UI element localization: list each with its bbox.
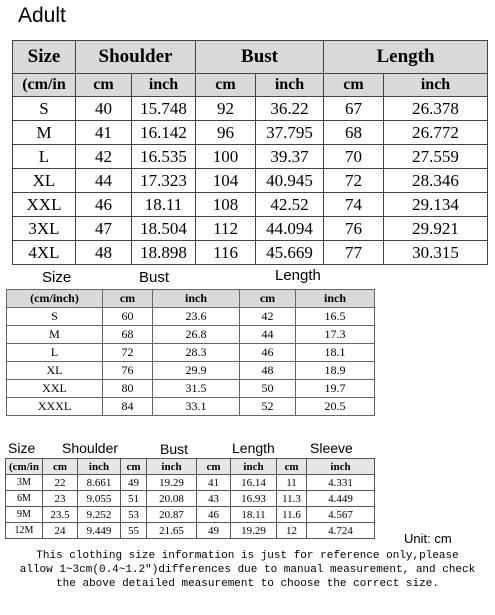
adult-heading: Adult bbox=[18, 4, 66, 27]
t2-value-cell: 33.1 bbox=[153, 398, 240, 416]
t3-value-cell: 9.252 bbox=[78, 507, 121, 523]
t3-subheader-1: cm bbox=[43, 459, 78, 475]
table-row bbox=[7, 344, 375, 362]
t1-value-cell: 27.559 bbox=[384, 145, 488, 169]
t3-value-cell: 4.724 bbox=[307, 523, 375, 539]
t1-header-size: Size bbox=[13, 41, 76, 74]
t3-value-cell: 19.29 bbox=[147, 475, 197, 491]
t3-size-cell: 3M bbox=[6, 475, 43, 491]
t3-value-cell: 46 bbox=[197, 507, 231, 523]
t1-value-cell: 41 bbox=[76, 121, 132, 145]
t2-value-cell: 80 bbox=[103, 380, 153, 398]
t1-value-cell: 17.323 bbox=[132, 169, 196, 193]
t1-value-cell: 18.898 bbox=[132, 241, 196, 265]
t1-value-cell: 77 bbox=[324, 241, 384, 265]
t2-value-cell: 46 bbox=[240, 344, 296, 362]
t2-subheader-0: (cm/inch) bbox=[7, 290, 103, 308]
t1-value-cell: 15.748 bbox=[132, 97, 196, 121]
table-row bbox=[13, 241, 488, 265]
t3-value-cell: 8.661 bbox=[78, 475, 121, 491]
t1-value-cell: 96 bbox=[196, 121, 256, 145]
t1-value-cell: 29.921 bbox=[384, 217, 488, 241]
table-row bbox=[6, 475, 375, 491]
table-row bbox=[13, 169, 488, 193]
t1-value-cell: 46 bbox=[76, 193, 132, 217]
note-line-3: the above detailed measurement to choose the correct size. bbox=[56, 578, 439, 590]
t2-subheader-2: inch bbox=[153, 290, 240, 308]
t2-value-cell: 23.6 bbox=[153, 308, 240, 326]
t2-value-cell: 84 bbox=[103, 398, 153, 416]
t1-size-cell: 4XL bbox=[13, 241, 76, 265]
t2-label-size: Size bbox=[42, 269, 72, 286]
t1-value-cell: 44 bbox=[76, 169, 132, 193]
t3-value-cell: 23.5 bbox=[43, 507, 78, 523]
t1-value-cell: 74 bbox=[324, 193, 384, 217]
t2-value-cell: 50 bbox=[240, 380, 296, 398]
t3-value-cell: 19.29 bbox=[231, 523, 277, 539]
t3-value-cell: 24 bbox=[43, 523, 78, 539]
t1-value-cell: 39.37 bbox=[256, 145, 324, 169]
t2-subheader-3: cm bbox=[240, 290, 296, 308]
t1-subheader-6: inch bbox=[384, 74, 488, 97]
note-line-1: This clothing size information is just for reference only,please bbox=[36, 550, 459, 562]
table-row bbox=[13, 217, 488, 241]
t3-value-cell: 21.65 bbox=[147, 523, 197, 539]
t2-value-cell: 42 bbox=[240, 308, 296, 326]
t3-value-cell: 11.6 bbox=[277, 507, 307, 523]
t3-value-cell: 4.331 bbox=[307, 475, 375, 491]
t1-value-cell: 48 bbox=[76, 241, 132, 265]
t2-value-cell: 68 bbox=[103, 326, 153, 344]
t1-subheader-0: (cm/in bbox=[13, 74, 76, 97]
t2-value-cell: 31.5 bbox=[153, 380, 240, 398]
t3-value-cell: 49 bbox=[197, 523, 231, 539]
t3-label-size: Size bbox=[8, 440, 36, 456]
t2-value-cell: 52 bbox=[240, 398, 296, 416]
t1-value-cell: 104 bbox=[196, 169, 256, 193]
t3-subheader-8: inch bbox=[307, 459, 375, 475]
t2-value-cell: 18.1 bbox=[296, 344, 375, 362]
t1-header-bust: Bust bbox=[196, 41, 324, 74]
t1-value-cell: 72 bbox=[324, 169, 384, 193]
t3-size-cell: 6M bbox=[6, 491, 43, 507]
t1-size-cell: L bbox=[13, 145, 76, 169]
t1-header-shoulder: Shoulder bbox=[76, 41, 196, 74]
t3-value-cell: 53 bbox=[121, 507, 147, 523]
t3-value-cell: 41 bbox=[197, 475, 231, 491]
unit-label: Unit: cm bbox=[404, 531, 452, 546]
t3-value-cell: 4.449 bbox=[307, 491, 375, 507]
t2-value-cell: 29.9 bbox=[153, 362, 240, 380]
t2-value-cell: 16.5 bbox=[296, 308, 375, 326]
t3-label-length: Length bbox=[232, 440, 275, 456]
t1-value-cell: 42.52 bbox=[256, 193, 324, 217]
t1-value-cell: 40.945 bbox=[256, 169, 324, 193]
t1-value-cell: 70 bbox=[324, 145, 384, 169]
t1-value-cell: 44.094 bbox=[256, 217, 324, 241]
t1-value-cell: 68 bbox=[324, 121, 384, 145]
t3-subheader-2: inch bbox=[78, 459, 121, 475]
t1-size-cell: XL bbox=[13, 169, 76, 193]
t3-value-cell: 20.87 bbox=[147, 507, 197, 523]
t2-label-length: Length bbox=[275, 267, 321, 284]
t3-value-cell: 49 bbox=[121, 475, 147, 491]
table-row bbox=[13, 121, 488, 145]
t1-subheader-3: cm bbox=[196, 74, 256, 97]
table-row bbox=[7, 362, 375, 380]
table-row bbox=[6, 507, 375, 523]
table-row bbox=[13, 145, 488, 169]
t3-value-cell: 23 bbox=[43, 491, 78, 507]
t1-subheader-5: cm bbox=[324, 74, 384, 97]
t3-subheader-7: cm bbox=[277, 459, 307, 475]
t2-value-cell: 48 bbox=[240, 362, 296, 380]
table-row bbox=[7, 380, 375, 398]
t1-size-cell: S bbox=[13, 97, 76, 121]
table-row bbox=[7, 308, 375, 326]
t2-value-cell: 19.7 bbox=[296, 380, 375, 398]
t1-size-cell: M bbox=[13, 121, 76, 145]
t3-subheader-4: inch bbox=[147, 459, 197, 475]
t1-value-cell: 26.378 bbox=[384, 97, 488, 121]
t2-label-bust: Bust bbox=[139, 269, 170, 286]
t3-label-sleeve: Sleeve bbox=[310, 440, 353, 456]
t3-value-cell: 20.08 bbox=[147, 491, 197, 507]
t2-size-cell: XXXL bbox=[7, 398, 103, 416]
t1-subheader-4: inch bbox=[256, 74, 324, 97]
t1-value-cell: 29.134 bbox=[384, 193, 488, 217]
t3-value-cell: 4.567 bbox=[307, 507, 375, 523]
t2-value-cell: 20.5 bbox=[296, 398, 375, 416]
t3-label-bust: Bust bbox=[160, 441, 189, 457]
t1-size-cell: 3XL bbox=[13, 217, 76, 241]
table-row bbox=[7, 326, 375, 344]
t3-value-cell: 16.14 bbox=[231, 475, 277, 491]
t2-value-cell: 28.3 bbox=[153, 344, 240, 362]
table-row bbox=[13, 193, 488, 217]
t3-value-cell: 16.93 bbox=[231, 491, 277, 507]
t3-subheader-0: (cm/in bbox=[6, 459, 43, 475]
t1-value-cell: 112 bbox=[196, 217, 256, 241]
t2-value-cell: 60 bbox=[103, 308, 153, 326]
adult-size-table bbox=[12, 40, 488, 265]
t2-subheader-1: cm bbox=[103, 290, 153, 308]
t1-value-cell: 100 bbox=[196, 145, 256, 169]
t1-value-cell: 30.315 bbox=[384, 241, 488, 265]
t3-value-cell: 12 bbox=[277, 523, 307, 539]
t1-value-cell: 40 bbox=[76, 97, 132, 121]
t1-value-cell: 18.11 bbox=[132, 193, 196, 217]
t1-value-cell: 92 bbox=[196, 97, 256, 121]
t1-value-cell: 36.22 bbox=[256, 97, 324, 121]
t2-value-cell: 17.3 bbox=[296, 326, 375, 344]
t1-value-cell: 16.142 bbox=[132, 121, 196, 145]
table-row bbox=[13, 97, 488, 121]
t1-subheader-2: inch bbox=[132, 74, 196, 97]
t1-size-cell: XXL bbox=[13, 193, 76, 217]
t3-value-cell: 55 bbox=[121, 523, 147, 539]
t1-value-cell: 26.772 bbox=[384, 121, 488, 145]
t2-size-cell: XXL bbox=[7, 380, 103, 398]
t3-value-cell: 9.449 bbox=[78, 523, 121, 539]
t2-value-cell: 26.8 bbox=[153, 326, 240, 344]
t3-size-cell: 12M bbox=[6, 523, 43, 539]
kids-size-table bbox=[5, 458, 375, 539]
t1-value-cell: 76 bbox=[324, 217, 384, 241]
t1-value-cell: 67 bbox=[324, 97, 384, 121]
t2-value-cell: 44 bbox=[240, 326, 296, 344]
table-row bbox=[6, 523, 375, 539]
t2-value-cell: 72 bbox=[103, 344, 153, 362]
t1-header-length: Length bbox=[324, 41, 488, 74]
t1-value-cell: 45.669 bbox=[256, 241, 324, 265]
t2-size-cell: L bbox=[7, 344, 103, 362]
t1-value-cell: 16.535 bbox=[132, 145, 196, 169]
t3-subheader-5: cm bbox=[197, 459, 231, 475]
t3-subheader-6: inch bbox=[231, 459, 277, 475]
t2-subheader-4: inch bbox=[296, 290, 375, 308]
table-row bbox=[7, 398, 375, 416]
t2-value-cell: 18.9 bbox=[296, 362, 375, 380]
note-line-2: allow 1~3cm(0.4~1.2")differences due to manual measurement, and check bbox=[19, 564, 476, 576]
t3-value-cell: 22 bbox=[43, 475, 78, 491]
t1-value-cell: 108 bbox=[196, 193, 256, 217]
table-row bbox=[6, 491, 375, 507]
t2-size-cell: S bbox=[7, 308, 103, 326]
t2-size-cell: XL bbox=[7, 362, 103, 380]
t3-value-cell: 11.3 bbox=[277, 491, 307, 507]
t3-subheader-3: cm bbox=[121, 459, 147, 475]
t3-value-cell: 51 bbox=[121, 491, 147, 507]
t1-value-cell: 28.346 bbox=[384, 169, 488, 193]
t3-label-shoulder: Shoulder bbox=[62, 440, 119, 456]
t3-value-cell: 43 bbox=[197, 491, 231, 507]
t2-size-cell: M bbox=[7, 326, 103, 344]
t3-size-cell: 9M bbox=[6, 507, 43, 523]
t1-value-cell: 47 bbox=[76, 217, 132, 241]
t3-value-cell: 18.11 bbox=[231, 507, 277, 523]
t1-value-cell: 18.504 bbox=[132, 217, 196, 241]
t3-value-cell: 11 bbox=[277, 475, 307, 491]
t1-value-cell: 116 bbox=[196, 241, 256, 265]
t2-value-cell: 76 bbox=[103, 362, 153, 380]
t1-subheader-1: cm bbox=[76, 74, 132, 97]
t1-value-cell: 42 bbox=[76, 145, 132, 169]
t3-value-cell: 9.055 bbox=[78, 491, 121, 507]
t1-value-cell: 37.795 bbox=[256, 121, 324, 145]
size-table-2 bbox=[6, 289, 375, 416]
